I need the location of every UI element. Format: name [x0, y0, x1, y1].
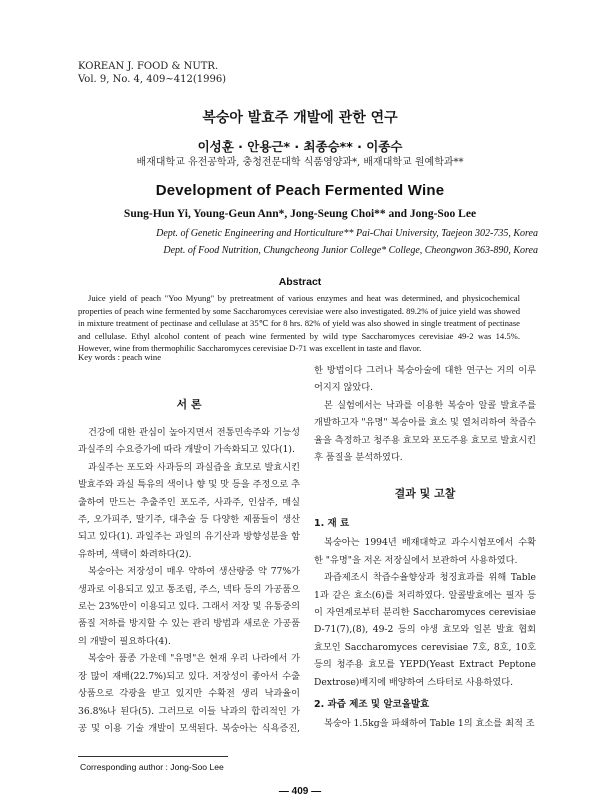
corresponding-author: Corresponding author : Jong-Soo Lee: [80, 762, 224, 772]
materials-heading: 1. 재 료: [314, 518, 350, 530]
journal-volume: Vol. 9, No. 4, 409~412(1996): [78, 74, 227, 85]
title-english: Development of Peach Fermented Wine: [155, 182, 445, 199]
results-heading: 결과 및 고찰: [394, 487, 456, 501]
department-2: Dept. of Food Nutrition, Chungcheong Junior College* College, Cheongwon 363-890, Korea: [163, 245, 538, 256]
intro-column: [78, 424, 300, 737]
intro-paragraph: 복숭아 품종 가운데 "유명"은 현재 우리 나라에서 가장 많이 재배(22.7%)되고 있다. 저장성이 좋아서 수출상품으로 각광을 받고 있지만 수확전 생리 낙과율이 36.8%나 된다(5). 그러므로 이들 낙과의 합리적인 가공 및 이용 기술 개발이 모색된다. 복숭아는 식욕증진,: [78, 653, 300, 734]
abstract-body: [78, 292, 520, 355]
page-number: — 409 —: [278, 786, 322, 797]
journal-name: KOREAN J. FOOD & NUTR.: [78, 61, 219, 72]
affiliation-korean: 배재대학교 유전공학과, 충청전문대학 식품영양과*, 배재대학교 원예학과**: [136, 157, 464, 168]
intro-paragraph: 건강에 대한 관심이 높아지면서 전통민속주와 기능성과실주의 수요증가에 따라 개발이 가속화되고 있다(1).: [78, 427, 300, 456]
intro-paragraph: 복숭아는 저장성이 매우 약하여 생산량중 약 77%가 생과로 이용되고 있고 통조림, 주스, 넥타 등의 가공품으로는 23%만이 이용되고 있다. 그래서 저장 및 유통중의 품질 저하를 방지할 수 있는 관리 방법과 새로운 가공품의 개발이 필요하다(4).: [78, 566, 300, 647]
title-korean: 복숭아 발효주 개발에 관한 연구: [202, 110, 398, 126]
intro-paragraph-continued: 한 방법이다 그러나 복숭아술에 대한 연구는 거의 이루어지지 않았다.: [314, 365, 536, 394]
materials-paragraph: 복숭아는 1994년 배재대학교 과수시험포에서 수확한 "유명"을 저온 저장실에서 보관하여 사용하였다.: [314, 537, 536, 566]
journal-header: [78, 60, 226, 86]
juice-heading: 2. 과즙 제조 및 알코올발효: [314, 699, 430, 711]
intro-paragraph: 본 실험에서는 낙과를 이용한 복숭아 알콜 발효주를 개발하고자 "유명" 복숭아를 효소 및 열처리하여 착즙수율을 측정하고 청주용 효모와 포도주용 효모로 발효시킨 후 품질을 분석하였다.: [314, 399, 536, 464]
right-column: [314, 362, 536, 733]
keywords: Key words : peach wine: [78, 352, 162, 362]
materials-paragraph: 과즙제조시 착즙수율향상과 청징효과를 위해 Table 1과 같은 효소(6)를 처리하였다. 알콜발효에는 필자 등이 자연계로부터 분리한 Saccharomyces cerevisiae D-71(7),(8), 49-2 등의 야생 효모와 일본 발효 협회 효모인 Saccharomyces cerevisiae 7호, 8호, 10호 등의 청주용 효모를 YEPD(Yeast Extract Peptone Dextrose)배지에 배양하여 스타터로 사용하였다.: [314, 572, 536, 688]
department-1: Dept. of Genetic Engineering and Horticulture** Pai-Chai University, Taejeon 302-735, Korea: [156, 228, 538, 239]
authors-english: Sung-Hun Yi, Young-Geun Ann*, Jong-Seung Choi** and Jong-Soo Lee: [123, 208, 477, 220]
intro-heading: 서 론: [176, 398, 202, 411]
abstract-text: Juice yield of peach "Yoo Myung" by pretreatment of various enzymes and heat was determined, and physicochemical properties of peach wine fermented by some Saccharomyces cerevisiae were also investigated. 89.2% of juice yield was showed in mixture treatment of pectinase and cellulase at 35℃ for 8 hrs. 82% of yield was also showed in single treatment of pectinase and cellulase. Ethyl alcohol content of peach wine fermented by wild type Saccharomyces cerevisiae 49-2 was 14.5%. However, wine from thermophilic Saccharomyces cerevisiae D-71 was excellent in taste and flavor.: [78, 293, 520, 354]
intro-paragraph: 과실주는 포도와 사과등의 과실즙을 효모로 발효시킨 발효주와 과실 특유의 색이나 향 및 맛 등을 주정으로 추출하여 만드는 추출주인 포도주, 사과주, 인삼주, 매실주, 오가피주, 딸기주, 대추술 등 다양한 제품들이 생산되고 있다(1). 과일주는 과일의 유기산과 방향성분을 함유하며, 색택이 화려하다(2).: [78, 461, 300, 560]
abstract-heading: Abstract: [278, 276, 322, 288]
juice-paragraph: 복숭아 1.5kg을 파쇄하여 Table 1의 효소를 최적 조: [324, 718, 535, 730]
footnote-rule: [78, 756, 228, 757]
authors-korean: 이성훈 · 안용근* · 최종승** · 이종수: [197, 139, 403, 154]
